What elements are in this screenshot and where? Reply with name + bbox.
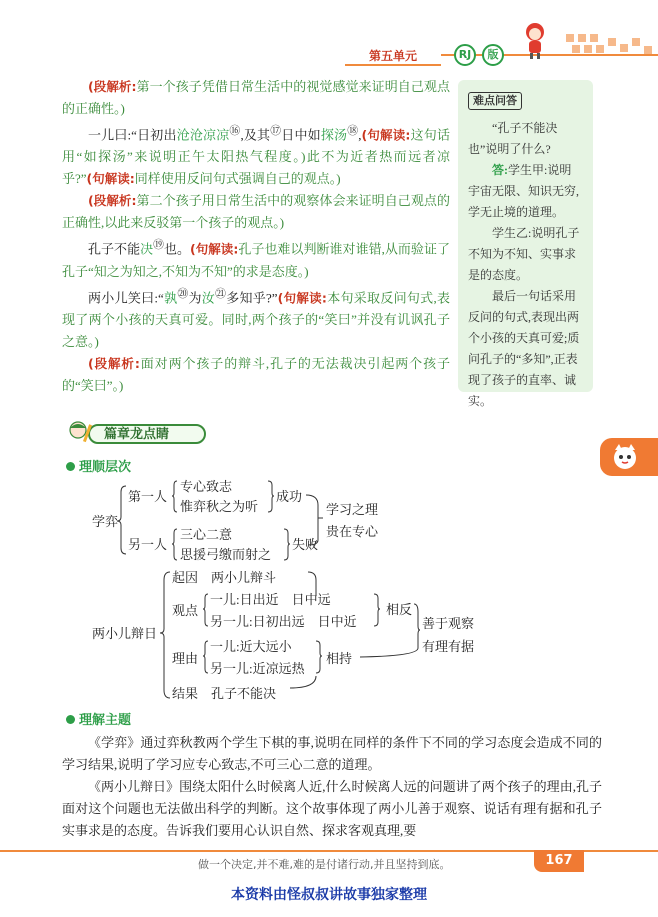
qa-question: “孔子不能决也”说明了什么? <box>468 121 558 156</box>
text: 多知乎?” <box>226 289 278 305</box>
text: , <box>358 127 362 143</box>
reading-text: 这句话用“如探汤”来说明正午太阳热气程度。)此不为近者热而远者凉乎?” <box>62 127 450 187</box>
source-note: 本资料由怪叔叔讲故事独家整理 <box>231 887 427 903</box>
subheading-text: 理解主题 <box>79 713 132 728</box>
keyword: 决 <box>140 241 154 257</box>
section-title <box>66 420 216 446</box>
writing-kid-icon <box>66 420 96 446</box>
qa-answer-3: 最后一句话采用反问的句式,表现出两个小孩的天真可爱;质问孔子的“多知”,正表现了孩子的直率、诚实。 <box>468 289 580 408</box>
paragraph-text-5 <box>62 283 450 353</box>
node-viewpoint: 观点 <box>172 603 199 618</box>
qa-answer-1 <box>468 160 583 223</box>
node-b2: 思援弓缴而射之 <box>180 547 272 562</box>
node-r1: 一儿:近大远小 <box>210 639 292 654</box>
paragraph-analysis-6 <box>62 353 450 397</box>
answer-label: 答: <box>492 163 508 177</box>
paragraph-text-2 <box>62 120 450 190</box>
paragraph-text-4 <box>62 234 450 282</box>
subheading-theme <box>66 709 131 728</box>
unit-title: 第五单元 <box>345 46 441 66</box>
qa-tag: 难点问答 <box>468 92 522 110</box>
node-observe: 善于观察 <box>422 616 475 631</box>
node-cause: 起因 两小儿辩斗 <box>172 570 277 585</box>
subheading-structure <box>66 456 131 475</box>
node-deadlock: 相持 <box>326 651 353 666</box>
brace-first <box>172 481 177 512</box>
theme-text <box>62 732 602 842</box>
theme-paragraph-1: 《学弈》通过弈秋教两个学生下棋的事,说明在同样的条件下不同的学习态度会造成不同的学习结果,说明了学习应专心致志,不可三心二意的道理。 <box>62 735 602 772</box>
bullet-dot-icon <box>66 462 75 471</box>
analysis-label: (段解析: <box>88 355 140 371</box>
node-first-person: 第一人 <box>128 489 168 504</box>
analysis-text: 第一个孩子凭借日常生活中的视觉感觉来证明自己观点的正确性。) <box>62 79 450 116</box>
node-fail: 失败 <box>292 537 319 552</box>
keyword: 汝 <box>201 289 216 305</box>
text: 也。 <box>163 241 191 257</box>
cat-mascot-icon <box>610 442 640 472</box>
text: 一儿曰:“日初出 <box>88 127 177 143</box>
node-evidence: 有理有据 <box>422 639 475 654</box>
node-g1: 一儿:日出近 日中远 <box>210 592 331 607</box>
note-marker: ㉑ <box>215 287 227 300</box>
brace-viewpoint <box>203 594 208 626</box>
text: 孔子不能 <box>88 241 141 257</box>
chapter-tab <box>600 438 658 476</box>
keyword: 沧沧凉凉 <box>176 127 230 143</box>
note-marker: ⑱ <box>347 125 359 137</box>
keyword: 孰 <box>163 289 178 305</box>
brace-outcome <box>306 495 318 545</box>
paragraph-analysis-1 <box>62 76 450 120</box>
reading-text: 孔子也难以判断谁对谁错,从而验证了孔子“知之为知之,不知为不知”的求是态度。) <box>62 241 450 279</box>
bullet-dot-icon <box>66 715 75 724</box>
reading-text: 同样使用反问句式强调自己的观点。) <box>134 171 341 187</box>
reading-text: 本句采取反问句式,表现了两个小孩的天真可爱。同时,两个孩子的“笑曰”并没有讥讽孔子之意。) <box>62 289 450 349</box>
answer-text: 学生甲:说明宇宙无限、知识无穷,学无止境的道理。 <box>468 163 580 219</box>
line-cause <box>308 572 316 596</box>
node-result: 结果 孔子不能决 <box>172 686 277 701</box>
brace-other <box>172 529 177 560</box>
brace-viewpoint-close <box>374 594 380 626</box>
note-marker: ⑳ <box>177 287 189 300</box>
brace-summary <box>360 604 420 657</box>
main-text <box>62 76 450 397</box>
text: 日中如 <box>281 127 321 143</box>
edition-badge-2: 版 <box>482 44 504 66</box>
analysis-label: (段解析: <box>88 193 137 209</box>
node-g2: 另一儿:日初出远 日中近 <box>210 614 357 629</box>
brace-xueyi <box>117 486 126 554</box>
reading-label: (句解读: <box>86 171 135 187</box>
brace-first-close <box>268 481 274 512</box>
node-r2: 另一儿:近凉远热 <box>210 661 305 676</box>
note-marker: ⑰ <box>270 125 282 137</box>
brace-reason-close <box>316 641 322 673</box>
node-other-person: 另一人 <box>128 537 168 552</box>
brace-lxe <box>160 572 170 698</box>
paragraph-analysis-3 <box>62 190 450 234</box>
node-learning-rule: 学习之理 <box>326 502 379 517</box>
footer-quote: 做一个决定,并不难,难的是付诸行动,并且坚持到底。 <box>198 858 451 871</box>
node-a1: 专心致志 <box>180 479 233 494</box>
analysis-label: (段解析: <box>88 79 137 94</box>
node-b1: 三心二意 <box>180 527 233 542</box>
node-xueyi: 学弈 <box>92 514 119 529</box>
node-success: 成功 <box>276 489 303 504</box>
section-title-text: 篇章龙点睛 <box>88 424 206 444</box>
edition-badge: RJ <box>454 44 476 66</box>
text: ,及其 <box>240 127 271 143</box>
page-number: 167 <box>534 850 584 872</box>
text: 两小儿笑曰:“ <box>88 289 164 305</box>
line-result <box>290 676 316 688</box>
node-opposite: 相反 <box>386 602 413 617</box>
brace-reason <box>203 641 208 673</box>
keyword: 探汤 <box>320 127 348 143</box>
note-marker: ⑲ <box>153 239 164 252</box>
analysis-text: 面对两个孩子的辩斗,孔子的无法裁决引起两个孩子的“笑曰”。) <box>62 355 450 393</box>
node-reason: 理由 <box>172 651 199 666</box>
reading-label: (句解读: <box>361 127 411 143</box>
node-a2: 惟弈秋之为听 <box>180 499 259 514</box>
qa-answer-2: 学生乙:说明孔子不知为不知、实事求是的态度。 <box>468 226 580 282</box>
mascot-girl-icon <box>520 20 550 60</box>
note-marker: ⑯ <box>229 125 241 137</box>
subheading-text: 理顺层次 <box>79 460 132 475</box>
reading-label: (句解读: <box>190 241 239 257</box>
brace-other-close <box>284 529 290 560</box>
reading-label: (句解读: <box>277 289 327 305</box>
difficulty-qa-box <box>458 80 593 408</box>
text: 为 <box>188 289 202 305</box>
node-focus: 贵在专心 <box>326 524 379 539</box>
theme-paragraph-2: 《两小儿辩日》围绕太阳什么时候离人近,什么时候离人远的问题讲了两个孩子的理由,孔子面对这个问题也无法做出科学的判断。这个故事体现了两小儿善于观察、说话有理有据和孔子实事求是的态度。告诉我们要用心认识自然、探求客观真理,要 <box>62 779 602 838</box>
analysis-text: 第二个孩子用日常生活中的观察体会来证明自己观点的正确性,以此来反驳第一个孩子的观点。) <box>62 193 450 231</box>
node-two-children: 两小儿辩日 <box>92 626 158 641</box>
